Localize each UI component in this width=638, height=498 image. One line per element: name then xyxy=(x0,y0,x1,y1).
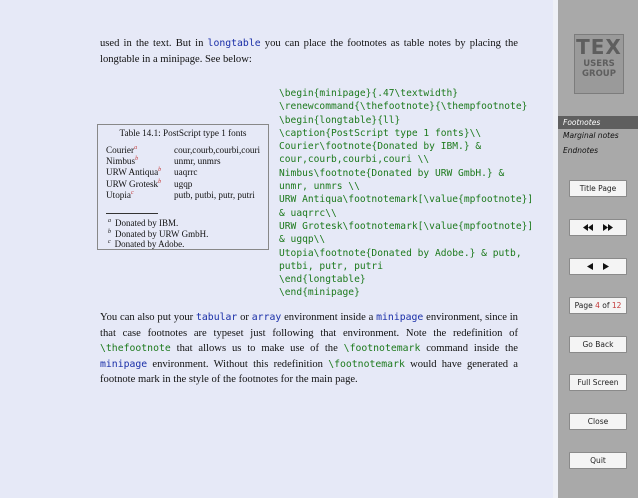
text-run: that allows us to make use of the xyxy=(170,343,344,355)
table-row xyxy=(106,179,260,190)
font-name: URW Grotesk xyxy=(106,178,159,189)
next-page-icon[interactable] xyxy=(603,263,609,270)
previous-page-icon[interactable] xyxy=(587,263,593,270)
footnote-mark[interactable]: b xyxy=(158,178,162,185)
code-line: \end{minipage} xyxy=(279,287,360,299)
text-run: You can also put your xyxy=(100,312,197,323)
nav-item-marginal-notes[interactable]: Marginal notes xyxy=(563,131,619,140)
code-line: unmr, unmrs \\ xyxy=(279,181,360,193)
keyword-tabular: tabular xyxy=(196,312,238,323)
command-footnotemark: \footnotemark xyxy=(328,358,405,370)
font-files-cell: unmr, unmrs xyxy=(174,156,221,167)
fast-nav-buttons xyxy=(569,219,627,236)
keyword-longtable: longtable xyxy=(207,38,261,49)
font-files-cell: ugqp xyxy=(174,178,193,189)
table-figure xyxy=(97,124,269,250)
text-run: environment, since in that case footnotes are typeset just following that environment. Note the redefinition of xyxy=(100,312,518,339)
fast-back-icon[interactable] xyxy=(583,224,593,231)
paragraph-intro xyxy=(100,36,518,67)
footnote-text: Donated by IBM. xyxy=(115,218,179,228)
footnote-mark: b xyxy=(108,228,111,235)
logo-text-group: GROUP xyxy=(582,69,616,79)
code-line: \begin{minipage}{.47\textwidth} xyxy=(279,88,459,99)
font-name: Courier xyxy=(106,145,135,155)
text-run: you can place the footnotes as table notes by placing the longtable in a minipage. See below: xyxy=(100,38,519,65)
code-line: \caption{PostScript type 1 fonts}\\ xyxy=(279,127,482,139)
logo-text-tex: TEX xyxy=(576,35,622,59)
font-name-cell xyxy=(106,190,174,201)
text-run: would have generated a footnote mark in the style of the footnotes for the main page. xyxy=(100,358,519,386)
font-files-cell: uaqrrc xyxy=(174,167,198,178)
table-row xyxy=(106,156,260,167)
font-files-cell: putb, putbi, putr, putri xyxy=(174,189,255,200)
font-name: Nimbus xyxy=(106,156,136,167)
table-footnotes xyxy=(108,218,208,250)
command-thefootnote: \thefootnote xyxy=(100,343,171,355)
footnote-mark[interactable]: b xyxy=(135,156,139,163)
table-row xyxy=(106,167,260,178)
code-line: URW Grotesk\footnotemark[\value{mpfootnote}] xyxy=(279,220,534,232)
fast-forward-icon[interactable] xyxy=(603,224,613,231)
font-files-cell: cour,courb,courbi,couri xyxy=(174,145,261,155)
font-name: Utopia xyxy=(106,189,132,200)
text-run: used in the text. But in xyxy=(100,38,208,49)
page-indicator xyxy=(569,297,627,314)
text-run: or xyxy=(237,312,252,323)
code-line: Courier\footnote{Donated by IBM.} & xyxy=(279,141,482,153)
footnote-rule xyxy=(106,213,158,214)
full-screen-button[interactable]: Full Screen xyxy=(569,374,627,391)
footnote-text: Donated by Adobe. xyxy=(114,239,185,249)
keyword-minipage: minipage xyxy=(376,312,424,323)
page-of-label: of xyxy=(599,301,612,310)
table-footnote xyxy=(108,218,208,229)
font-name-cell xyxy=(106,145,174,156)
go-back-button[interactable]: Go Back xyxy=(569,336,627,353)
code-line: Nimbus\footnote{Donated by URW GmbH.} & xyxy=(279,167,505,179)
text-run: environment inside a xyxy=(281,312,377,323)
nav-item-footnotes[interactable]: Footnotes xyxy=(558,116,638,129)
code-line: URW Antiqua\footnotemark[\value{mpfootnote}] xyxy=(279,194,534,206)
text-run: command inside the xyxy=(420,343,518,355)
page-nav-buttons xyxy=(569,258,627,275)
quit-button[interactable]: Quit xyxy=(569,452,627,469)
font-table xyxy=(106,145,260,201)
page-label: Page xyxy=(574,301,596,310)
page-total: 12 xyxy=(611,301,622,310)
code-listing xyxy=(279,87,533,300)
footnote-text: Donated by URW GmbH. xyxy=(115,228,209,239)
close-button[interactable]: Close xyxy=(569,413,627,430)
font-name-cell xyxy=(106,167,174,178)
code-line: & uaqrrc\\ xyxy=(279,207,337,219)
code-line: cour,courb,courbi,couri \\ xyxy=(279,154,430,166)
code-line: putbi, putr, putri xyxy=(279,260,383,272)
footnote-mark[interactable]: c xyxy=(131,189,134,196)
code-line: Utopia\footnote{Donated by Adobe.} & putb, xyxy=(279,247,522,259)
table-caption: Table 14.1: PostScript type 1 fonts xyxy=(119,128,247,138)
code-line: \renewcommand{\thefootnote}{\thempfootnote} xyxy=(279,101,528,113)
page-current: 4 xyxy=(595,301,600,310)
paragraph-minipage xyxy=(100,310,518,388)
nav-item-endnotes[interactable]: Endnotes xyxy=(563,146,599,155)
footnote-mark: a xyxy=(108,218,111,224)
table-footnote xyxy=(108,239,208,250)
keyword-array: array xyxy=(251,312,282,323)
text-run: environment. Without this redefinition xyxy=(147,358,329,370)
keyword-minipage: minipage xyxy=(100,358,148,370)
command-footnotemark: \footnotemark xyxy=(343,343,421,355)
font-name-cell xyxy=(106,156,174,167)
table-row xyxy=(106,190,260,201)
footnote-mark: c xyxy=(108,239,111,245)
font-name-cell xyxy=(106,179,174,190)
code-line: \end{longtable} xyxy=(279,274,366,286)
code-line: \begin{longtable}{ll} xyxy=(279,114,401,126)
logo-text-users: USERS xyxy=(583,59,615,69)
title-page-button[interactable]: Title Page xyxy=(569,180,627,197)
footnote-mark[interactable]: a xyxy=(134,145,138,151)
table-row xyxy=(106,145,260,156)
code-line: & ugqp\\ xyxy=(279,234,326,246)
tug-logo xyxy=(574,34,624,94)
font-name: URW Antiqua xyxy=(106,167,159,178)
table-footnote xyxy=(108,229,208,240)
footnote-mark[interactable]: b xyxy=(158,167,162,174)
